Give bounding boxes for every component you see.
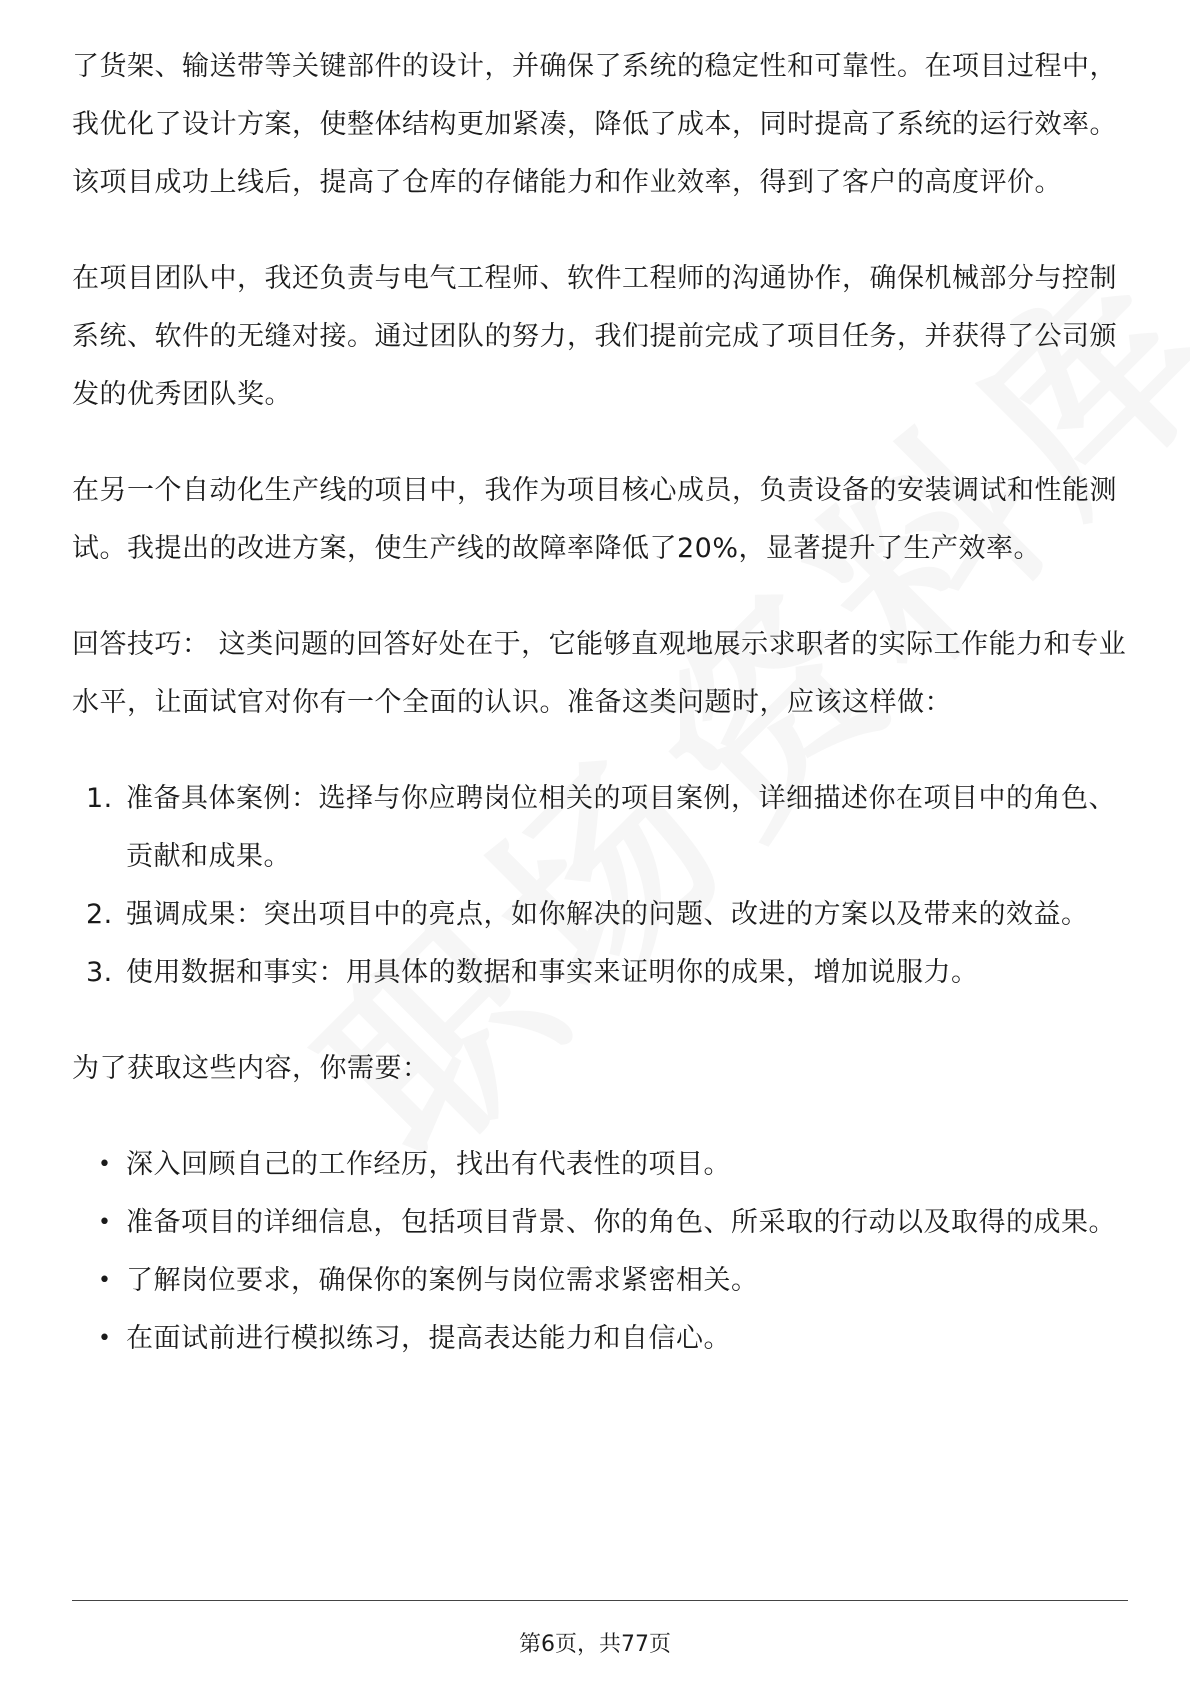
bullet-list bbox=[72, 1136, 1128, 1368]
paragraph-2: 在项目团队中，我还负责与电气工程师、软件工程师的沟通协作，确保机械部分与控制系统、软件的无缝对接。通过团队的努力，我们提前完成了项目任务，并获得了公司颁发的优秀团队奖。 bbox=[72, 263, 1117, 410]
list-item-text: 在面试前进行模拟练习，提高表达能力和自信心。 bbox=[126, 1323, 731, 1354]
list-item-text: 准备项目的详细信息，包括项目背景、你的角色、所采取的行动以及取得的成果。 bbox=[126, 1207, 1116, 1238]
list-item bbox=[72, 1310, 1128, 1368]
bullet-icon: • bbox=[98, 1210, 112, 1235]
footer-divider bbox=[72, 1600, 1128, 1601]
list-item bbox=[72, 944, 1128, 1002]
document-body bbox=[72, 38, 1128, 1406]
page-number: 第6页，共77页 bbox=[519, 1632, 671, 1657]
answer-tips-paragraph: 回答技巧： 这类问题的回答好处在于，它能够直观地展示求职者的实际工作能力和专业水平，让面试官对你有一个全面的认识。准备这类问题时，应该这样做： bbox=[72, 629, 1127, 718]
paragraph-1: 了货架、输送带等关键部件的设计，并确保了系统的稳定性和可靠性。在项目过程中，我优化了设计方案，使整体结构更加紧凑，降低了成本，同时提高了系统的运行效率。该项目成功上线后，提高了仓库的存储能力和作业效率，得到了客户的高度评价。 bbox=[72, 51, 1117, 198]
numbered-list bbox=[72, 770, 1128, 1002]
list-number: 3. bbox=[86, 957, 113, 988]
list-item-text: 使用数据和事实：用具体的数据和事实来证明你的成果，增加说服力。 bbox=[126, 957, 979, 988]
list-item bbox=[72, 1136, 1128, 1194]
list-number: 2. bbox=[86, 899, 113, 930]
list-item-text: 准备具体案例：选择与你应聘岗位相关的项目案例，详细描述你在项目中的角色、贡献和成果。 bbox=[126, 783, 1116, 872]
list-item-text: 深入回顾自己的工作经历，找出有代表性的项目。 bbox=[126, 1149, 731, 1180]
bullets-intro: 为了获取这些内容，你需要： bbox=[72, 1053, 430, 1084]
bullet-icon: • bbox=[98, 1268, 112, 1293]
bullet-icon: • bbox=[98, 1152, 112, 1177]
list-item bbox=[72, 1252, 1128, 1310]
bullet-icon: • bbox=[98, 1326, 112, 1351]
list-item bbox=[72, 886, 1128, 944]
list-number: 1. bbox=[86, 783, 113, 814]
list-item-text: 强调成果：突出项目中的亮点，如你解决的问题、改进的方案以及带来的效益。 bbox=[126, 899, 1089, 930]
list-item bbox=[72, 770, 1128, 886]
paragraph-3: 在另一个自动化生产线的项目中，我作为项目核心成员，负责设备的安装调试和性能测试。我提出的改进方案，使生产线的故障率降低了20%，显著提升了生产效率。 bbox=[72, 475, 1117, 564]
list-item bbox=[72, 1194, 1128, 1252]
list-item-text: 了解岗位要求，确保你的案例与岗位需求紧密相关。 bbox=[126, 1265, 759, 1296]
